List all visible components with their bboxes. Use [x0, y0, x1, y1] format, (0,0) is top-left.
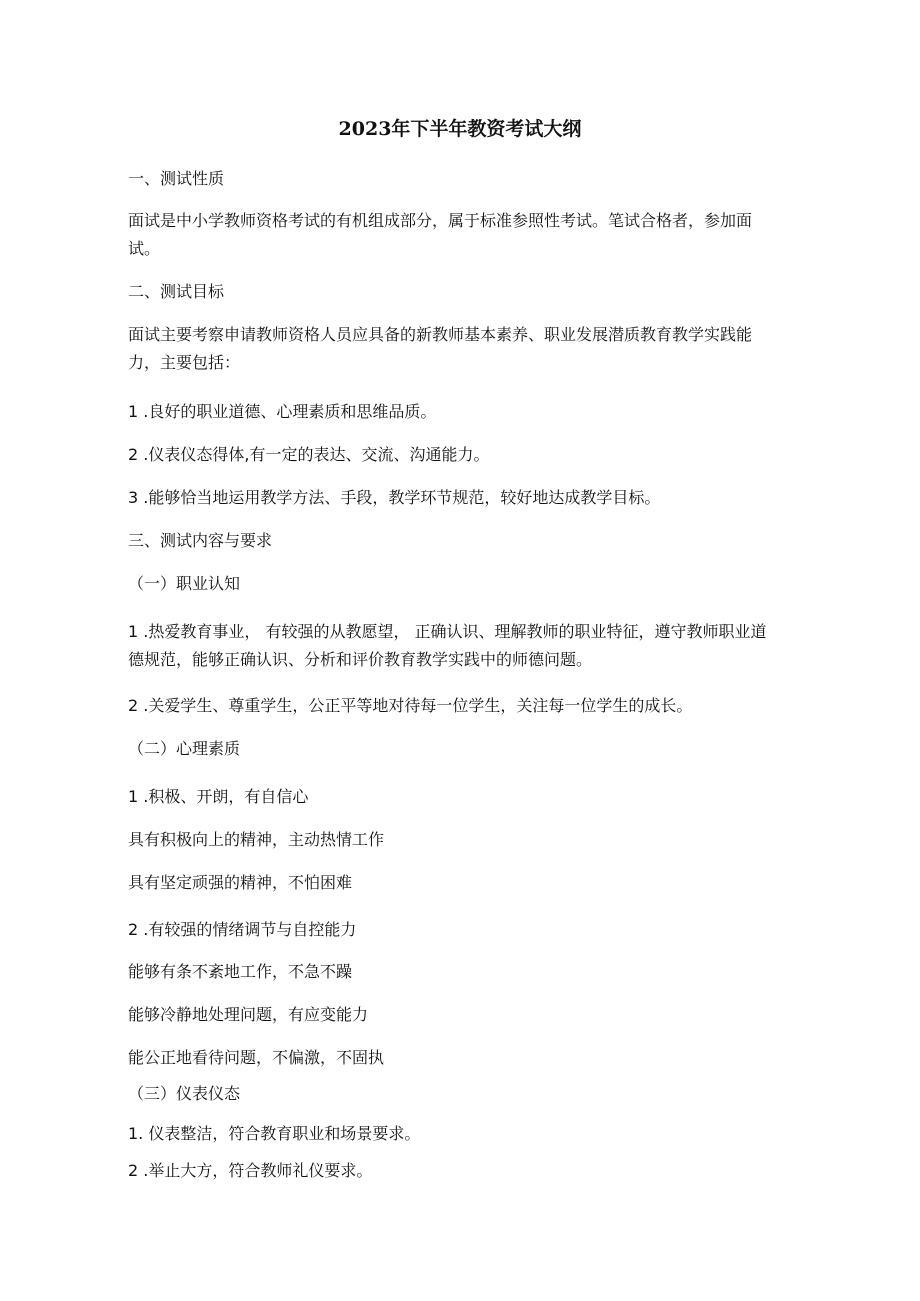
list-item-career-1: 1 .热爱教育事业， 有较强的从教愿望， 正确认识、理解教师的职业特征，遵守教师职业道德规范，能够正确认识、分析和评价教育教学实践中的师德问题。: [128, 622, 767, 669]
list-item-goal-1: 1 .良好的职业道德、心理素质和思维品质。: [128, 402, 437, 421]
paragraph-test-nature: 面试是中小学教师资格考试的有机组成部分，属于标准参照性考试。笔试合格者，参加面试。: [128, 211, 753, 258]
list-item-goal-2: 2 .仪表仪态得体,有一定的表达、交流、沟通能力。: [128, 445, 490, 464]
list-item-psych-1: 1 .积极、开朗，有自信心: [128, 787, 309, 806]
section-heading-test-content: 三、测试内容与要求: [128, 531, 273, 550]
paragraph-psych-2b: 能够冷静地处理问题，有应变能力: [128, 1005, 369, 1024]
list-item-career-2: 2 .关爱学生、尊重学生，公正平等地对待每一位学生，关注每一位学生的成长。: [128, 696, 693, 715]
list-item-goal-3: 3 .能够恰当地运用教学方法、手段，教学环节规范，较好地达成教学目标。: [128, 488, 661, 507]
subsection-heading-appearance: （三）仪表仪态: [128, 1084, 241, 1103]
section-heading-test-nature: 一、测试性质: [128, 169, 225, 188]
list-item-psych-2: 2 .有较强的情绪调节与自控能力: [128, 920, 357, 939]
paragraph-psych-2c: 能公正地看待问题，不偏激，不固执: [128, 1048, 385, 1067]
list-item-appearance-2: 2 .举止大方，符合教师礼仪要求。: [128, 1161, 373, 1180]
paragraph-test-goals: 面试主要考察申请教师资格人员应具备的新教师基本素养、职业发展潜质教育教学实践能力，主要包括：: [128, 325, 753, 372]
subsection-heading-career-cognition: （一）职业认知: [128, 574, 241, 593]
document-title: 2023年下半年教资考试大纲: [338, 118, 582, 140]
paragraph-psych-2a: 能够有条不紊地工作，不急不躁: [128, 962, 353, 981]
subsection-heading-psychological-quality: （二）心理素质: [128, 739, 241, 758]
paragraph-psych-1b: 具有坚定顽强的精神，不怕困难: [128, 873, 353, 892]
section-heading-test-goals: 二、测试目标: [128, 282, 225, 301]
list-item-appearance-1: 1. 仪表整洁，符合教育职业和场景要求。: [128, 1124, 421, 1143]
paragraph-psych-1a: 具有积极向上的精神，主动热情工作: [128, 830, 385, 849]
